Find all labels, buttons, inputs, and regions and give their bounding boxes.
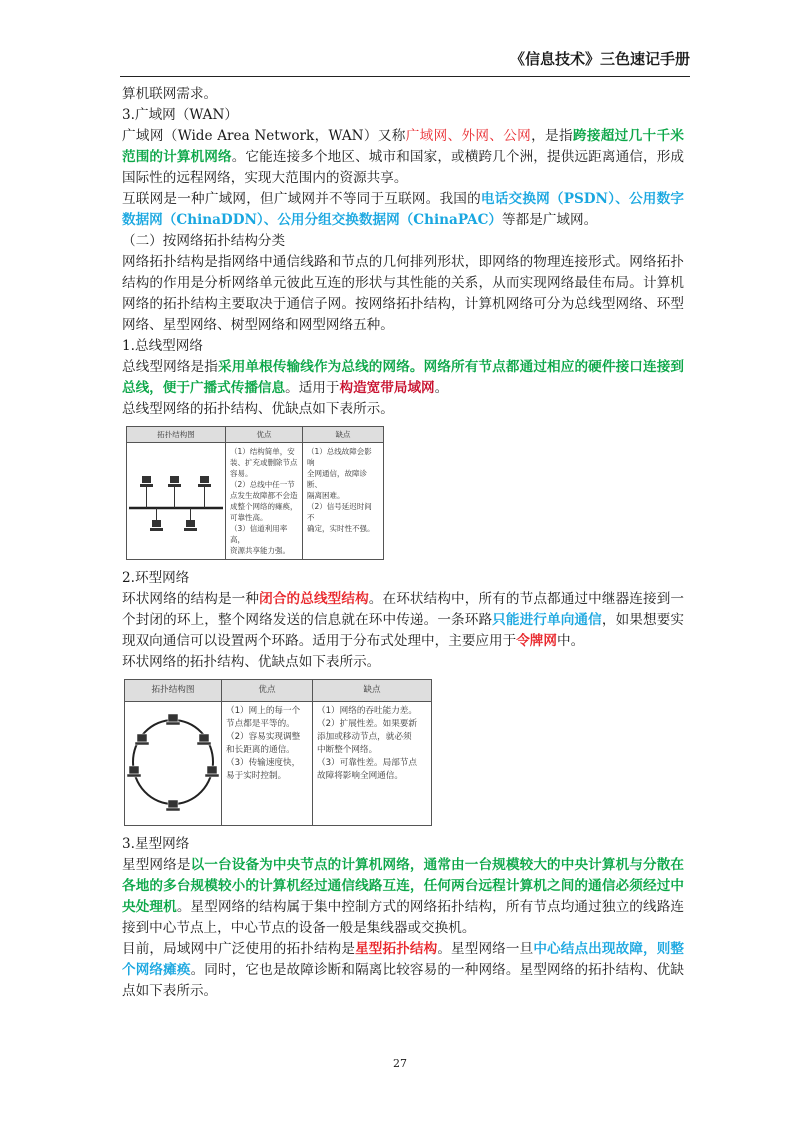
page-number: 27: [393, 1057, 407, 1070]
wan-paragraph-2: [122, 189, 684, 231]
text-run: 。适用于: [285, 380, 340, 396]
wan-paragraph-1: [122, 126, 684, 189]
table-header: 缺点: [313, 680, 432, 702]
highlight-red: 星型拓扑结构: [355, 941, 438, 957]
text-run: 。星型网络一旦: [437, 941, 534, 957]
star-heading: 3.星型网络: [122, 836, 190, 852]
ring-cons-cell: [313, 702, 432, 826]
highlight-red: 构造宽带局域网: [339, 380, 435, 396]
pros-line: （1）网上的每一个: [226, 706, 301, 716]
topology-heading: （二）按网络拓扑结构分类: [122, 233, 286, 249]
pros-line: 易于实时控制。: [226, 771, 287, 781]
page-content: [122, 84, 684, 1002]
text-run: 。它能连接多个地区、城市和国家，或横跨几个洲，提供远距离通信，形成国际性的远程网络，实现大范围内的资源共享。: [122, 149, 685, 186]
bus-heading: 1.总线型网络: [122, 338, 203, 354]
ring-topology-diagram: [125, 702, 221, 820]
cons-line: （2）扩展性差。如果要新: [317, 719, 417, 729]
highlight-blue: 中心结点出现故障，则整个网络瘫痪: [122, 941, 685, 978]
bus-pros-cell: [226, 443, 303, 560]
highlight-green: 跨接超过几十千米范围的计算机网络: [122, 128, 685, 165]
text-run: 目前，局域网中广泛使用的拓扑结构是: [122, 941, 356, 957]
cons-line: 故障将影响全网通信。: [317, 771, 403, 781]
cons-line: （1）网络的吞吐能力差。: [317, 706, 417, 716]
pros-line: 点发生故障都不会造: [230, 491, 298, 500]
text-run: 星型网络是: [122, 857, 191, 873]
cons-line: 确定，实时性不强。: [307, 524, 375, 533]
pros-line: （3）传输速度快，: [226, 758, 301, 768]
pros-line: 节点都是平等的。: [226, 719, 295, 729]
pros-line: （1）结构简单，安: [230, 447, 295, 456]
text-run: 总线型网络是指: [122, 359, 218, 375]
table-header: 拓扑结构图: [127, 427, 226, 443]
bus-topology-diagram: [127, 450, 225, 550]
pros-line: 和长距离的通信。: [226, 745, 295, 755]
highlight-green: 以一台设备为中央节点的计算机网络，通常由一台规模较大的中央计算机与分散在各地的多台规模较小的计算机经过通信线路互连，任何两台远程计算机之间的通信必须经过中央处理机: [122, 857, 685, 915]
pros-line: 装、扩充或删除节点: [230, 458, 298, 467]
pros-line: （3）信道利用率高，: [230, 524, 288, 544]
highlight-blue: 电话交换网（PSDN）、公用数字数据网（ChinaDDN）、公用分组交换数据网（ChinaPAC）: [122, 191, 685, 228]
text-run: 环状网络的结构是一种: [122, 591, 260, 607]
pros-line: 容易。: [230, 469, 253, 478]
cons-line: （1）总线故障会影响: [307, 447, 372, 467]
text-run: 。在环状结构中，所有的节点都通过中继器连接到一个封闭的环上，整个网络发送的信息就在环中传递。一条环路: [122, 591, 685, 628]
text-run: 广域网（Wide Area Network，WAN）又称: [122, 128, 406, 144]
cons-line: 隔离困难。: [307, 491, 345, 500]
bus-topology-table: [126, 426, 384, 560]
topology-paragraph: 网络拓扑结构是指网络中通信线路和节点的几何排列形状，即网络的物理连接形式。网络拓扑结构的作用是分析网络单元彼此互连的形状与其性能的关系，从而实现网络最佳布局。计算机网络的拓扑结构主要取决于通信子网。按网络拓扑结构，计算机网络可分为总线型网络、环型网络、星型网络、树型网络和网型网络五种。: [122, 254, 684, 333]
highlight-blue: 只能进行单向通信: [492, 612, 602, 628]
pros-line: （2）容易实现调整: [226, 732, 301, 742]
text-run: ，是指: [531, 128, 573, 144]
pros-line: 资源共享能力强。: [230, 546, 290, 555]
cons-line: （3）可靠性差。局部节点: [317, 758, 417, 768]
bus-caption: 总线型网络的拓扑结构、优缺点如下表所示。: [122, 401, 394, 417]
text-run: 等都是广域网。: [502, 212, 598, 228]
ring-pros-cell: [222, 702, 313, 826]
text-run: 中。: [557, 633, 585, 649]
text-run: 互联网是一种广域网，但广域网并不等同于互联网。我国的: [122, 191, 481, 207]
ring-diagram-cell: [125, 702, 222, 826]
ring-caption: 环状网络的拓扑结构、优缺点如下表所示。: [122, 654, 381, 670]
text-run: ，如果想要实现双向通信可以设置两个环路。适用于分布式处理中，主要应用于: [122, 612, 685, 649]
cons-line: 全网通信，故障诊断、: [307, 469, 367, 489]
cons-line: 添加或移动节点，就必须: [317, 732, 412, 742]
text-run: 。星型网络的结构属于集中控制方式的网络拓扑结构，所有节点均通过独立的线路连接到中心节点上，中心节点的设备一般是集线器或交换机。: [122, 899, 685, 936]
bus-diagram-cell: [127, 443, 226, 560]
pros-line: （2）总线中任一节: [230, 480, 295, 489]
highlight-red: 令牌网: [516, 633, 557, 649]
highlight-red: 广域网、外网、公网: [405, 128, 532, 144]
star-paragraph-2: [122, 939, 684, 1002]
ring-paragraph: [122, 589, 684, 652]
table-header: 优点: [222, 680, 313, 702]
text-run: 。: [434, 380, 449, 396]
pros-line: 可靠性高。: [230, 513, 268, 522]
ring-topology-table: [124, 679, 432, 826]
table-header: 拓扑结构图: [125, 680, 222, 702]
bus-cons-cell: [303, 443, 384, 560]
highlight-red: 闭合的总线型结构: [259, 591, 369, 607]
table-header: 优点: [226, 427, 303, 443]
cons-line: 中断整个网络。: [317, 745, 378, 755]
star-paragraph-1: [122, 855, 684, 939]
header-rule: [120, 76, 690, 77]
pros-line: 成整个网络的瘫痪，: [230, 502, 298, 511]
ring-heading: 2.环型网络: [122, 570, 190, 586]
cons-line: （2）信号延迟时间不: [307, 502, 372, 522]
page-header-title: 《信息技术》三色速记手册: [509, 50, 690, 68]
table-header: 缺点: [303, 427, 384, 443]
intro-line: 算机联网需求。: [122, 86, 218, 102]
highlight-green: 采用单根传输线作为总线的网络。网络所有节点都通过相应的硬件接口连接到总线，便于广播式传播信息: [122, 359, 685, 396]
text-run: 。同时，它也是故障诊断和隔离比较容易的一种网络。星型网络的拓扑结构、优缺点如下表所示。: [122, 962, 685, 999]
bus-paragraph: [122, 357, 684, 399]
wan-heading: 3.广域网（WAN）: [122, 107, 238, 123]
